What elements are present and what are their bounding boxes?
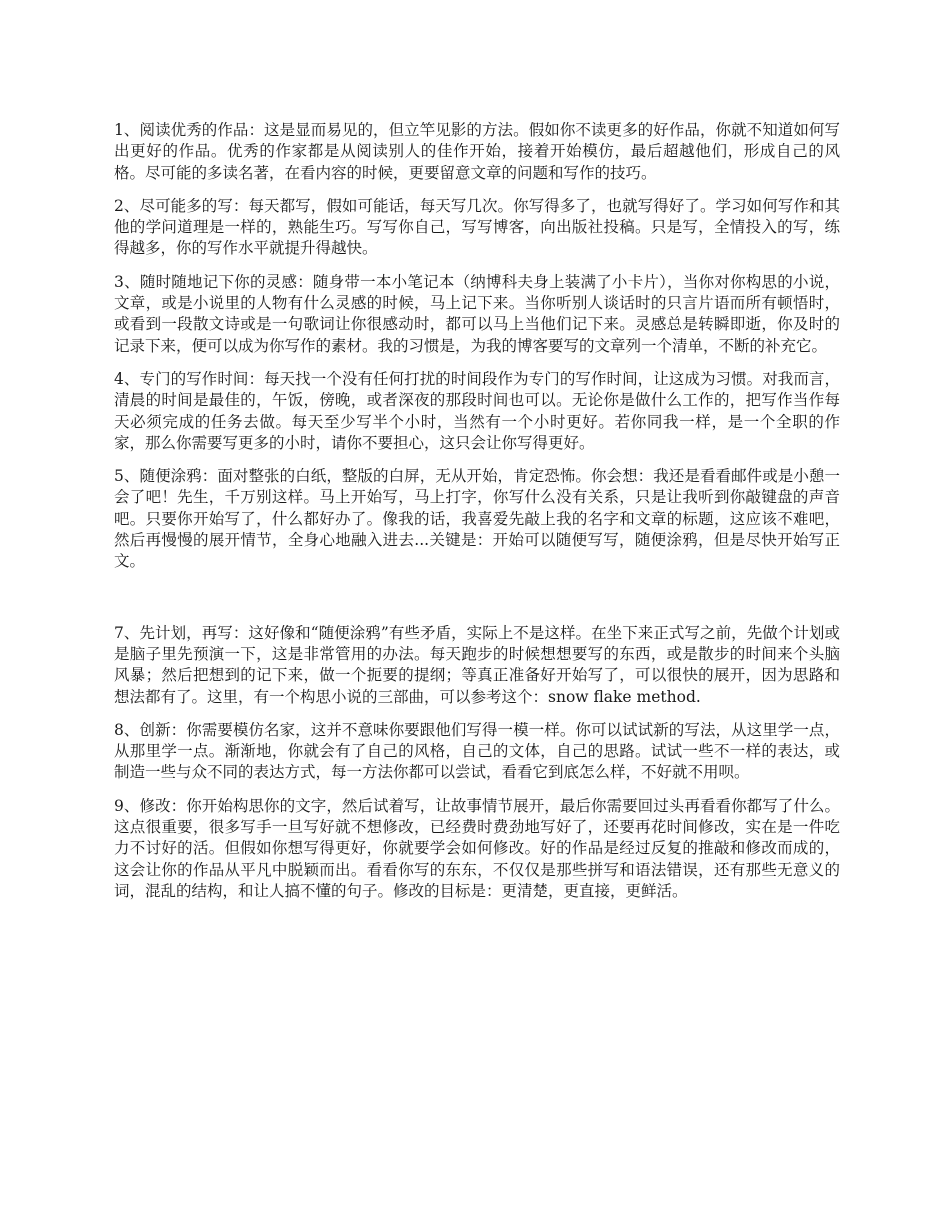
paragraph-5: 5、随便涂鸦：面对整张的白纸，整版的白屏，无从开始，肯定恐怖。你会想：我还是看看邮件或是小憩一会了吧！先生，千万别这样。马上开始写，马上打字，你写什么没有关系，只是让我听到你敲键盘的声音吧。只要你开始写了，什么都好办了。像我的话，我喜爱先敲上我的名字和文章的标题，这应该不难吧，然后再慢慢的展开情节，全身心地融入进去...关键是：开始可以随便写写，随便涂鸦，但是尽快开始写正文。	[114, 467, 840, 571]
paragraph-1: 1、阅读优秀的作品：这是显而易见的，但立竿见影的方法。假如你不读更多的好作品，你就不知道如何写出更好的作品。优秀的作家都是从阅读别人的佳作开始，接着开始模仿，最后超越他们，形成自己的风格。尽可能的多读名著，在看内容的时候，更要留意文章的问题和写作的技巧。	[114, 121, 840, 182]
paragraph-3: 3、随时随地记下你的灵感：随身带一本小笔记本（纳博科夫身上装满了小卡片），当你对你构思的小说，文章，或是小说里的人物有什么灵感的时候，马上记下来。当你听别人谈话时的只言片语而所有顿悟时，或看到一段散文诗或是一句歌词让你很感动时，都可以马上当他们记下来。灵感总是转瞬即逝，你及时的记录下来，便可以成为你写作的素材。我的习惯是，为我的博客要写的文章列一个清单，不断的补充它。	[114, 272, 840, 355]
document-page	[114, 120, 840, 914]
paragraph-2: 2、尽可能多的写：每天都写，假如可能话，每天写几次。你写得多了，也就写得好了。学习如何写作和其他的学问道理是一样的，熟能生巧。写写你自己，写写博客，向出版社投稿。只是写，全情投入的写，练得越多，你的写作水平就提升得越快。	[114, 196, 840, 258]
paragraph-gap	[114, 585, 840, 623]
paragraph-9: 9、修改：你开始构思你的文字，然后试着写，让故事情节展开，最后你需要回过头再看看你都写了什么。这点很重要，很多写手一旦写好就不想修改，已经费时费劲地写好了，还要再花时间修改，实在是一件吃力不讨好的活。但假如你想写得更好，你就要学会如何修改。好的作品是经过反复的推敲和修改而成的，这会让你的作品从平凡中脱颖而出。看看你写的东东，不仅仅是那些拼写和语法错误，还有那些无意义的词，混乱的结构，和让人搞不懂的句子。修改的目标是：更清楚，更直接，更鲜活。	[114, 796, 840, 900]
paragraph-4: 4、专门的写作时间：每天找一个没有任何打扰的时间段作为专门的写作时间，让这成为习惯。对我而言，清晨的时间是最佳的，午饭，傍晚，或者深夜的那段时间也可以。无论你是做什么工作的，把写作当作每天必须完成的任务去做。每天至少写半个小时，当然有一个小时更好。若你同我一样，是一个全职的作家，那么你需要写更多的小时，请你不要担心，这只会让你写得更好。	[114, 369, 840, 452]
paragraph-8: 8、创新：你需要模仿名家，这并不意味你要跟他们写得一模一样。你可以试试新的写法，从这里学一点，从那里学一点。渐渐地，你就会有了自己的风格，自己的文体，自己的思路。试试一些不一样的表达，或制造一些与众不同的表达方式，每一方法你都可以尝试，看看它到底怎么样，不好就不用呗。	[114, 720, 840, 782]
paragraph-7: 7、先计划，再写：这好像和“随便涂鸦”有些矛盾，实际上不是这样。在坐下来正式写之前，先做个计划或是脑子里先预演一下，这是非常管用的办法。每天跑步的时候想想要写的东西，或是散步的时间来个头脑风暴；然后把想到的记下来，做一个扼要的提纲；等真正准备好开始写了，可以很快的展开，因为思路和想法都有了。这里，有一个构思小说的三部曲，可以参考这个：snow flake method.	[114, 623, 840, 706]
